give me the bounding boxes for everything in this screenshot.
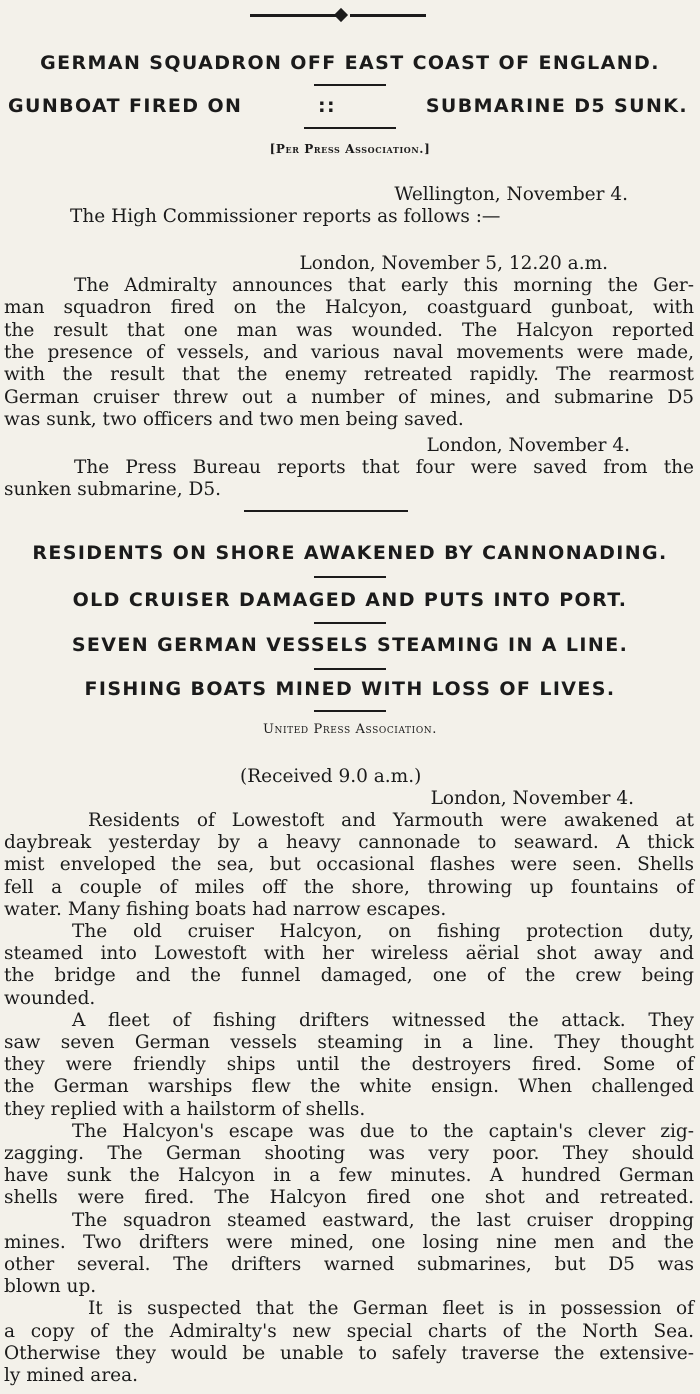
text-line: saw seven German vessels steaming in a line. They thought	[4, 1032, 694, 1053]
text-line: they were friendly ships until the destroyers fired. Some of	[4, 1054, 694, 1076]
headline-divider	[314, 576, 386, 578]
text-line: The Halcyon's escape was due to the captain's clever zig-	[72, 1120, 694, 1142]
text-line: water. Many fishing boats had narrow escapes.	[4, 898, 447, 920]
dateline-wellington: Wellington, November 4.	[394, 184, 628, 205]
dateline-london-3: London, November 4.	[430, 788, 634, 809]
text-line: steamed into Lowestoft with her wireless aërial shot away and	[4, 943, 694, 965]
top-rule-right	[350, 14, 426, 17]
text-line: a copy of the Admiralty's new special charts of the North Sea.	[4, 1320, 694, 1342]
headline-seven-vessels: SEVEN GERMAN VESSELS STEAMING IN A LINE.	[71, 634, 629, 656]
text-line: wounded.	[4, 987, 96, 1009]
text-line: with the result that the enemy retreated rapidly. The rearmost	[4, 364, 694, 386]
headline-german-squadron: GERMAN SQUADRON OFF EAST COAST OF ENGLAND.	[40, 52, 660, 74]
headline-divider	[314, 84, 386, 86]
text-line: The Admiralty announces that early this morning the Ger-	[74, 275, 694, 296]
rule-ornament	[334, 8, 348, 22]
text-line: The Press Bureau reports that four were saved from the	[74, 457, 694, 478]
section-rule	[244, 510, 408, 512]
received-time: (Received 9.0 a.m.)	[240, 766, 422, 787]
text-line: German cruiser threw out a number of mines, and submarine D5	[4, 386, 694, 408]
text-line: other several. The drifters warned submarines, but D5 was	[4, 1254, 694, 1275]
text-line: the result that one man was wounded. The Halcyon reported	[4, 319, 694, 341]
text-line: fell a couple of miles off the shore, throwing up fountains of	[4, 876, 694, 898]
headline-fishing-boats: FISHING BOATS MINED WITH LOSS OF LIVES.	[84, 678, 616, 700]
dateline-london-1: London, November 5, 12.20 a.m.	[299, 253, 608, 274]
press-credit: [Per Press Association.]	[269, 142, 431, 156]
text-line: daybreak yesterday by a heavy cannonade to seaward. A thick	[4, 832, 694, 854]
top-rule-left	[250, 14, 338, 17]
headline-gunboat-left: GUNBOAT FIRED ON	[8, 95, 243, 117]
dateline-london-2: London, November 4.	[426, 435, 630, 456]
text-line: have sunk the Halcyon in a few minutes. A hundred German	[4, 1165, 694, 1187]
headline-residents: RESIDENTS ON SHORE AWAKENED BY CANNONADING.	[32, 542, 668, 564]
text-line: zagging. The German shooting was very poor. They should	[4, 1143, 694, 1164]
headline-divider	[314, 668, 386, 670]
text-line: It is suspected that the German fleet is in possession of	[88, 1298, 694, 1320]
text-line: mines. Two drifters were mined, one losing nine men and the	[4, 1231, 694, 1253]
headline-submarine: SUBMARINE D5 SUNK.	[425, 95, 688, 117]
text-line: shells were fired. The Halcyon fired one shot and retreated.	[4, 1187, 694, 1209]
headline-divider	[314, 622, 386, 624]
headline-gunboat	[0, 95, 700, 117]
text-line: A fleet of fishing drifters witnessed the attack. They	[72, 1009, 694, 1031]
text-line: blown up.	[4, 1276, 97, 1298]
text-line: Otherwise they would be unable to safely traverse the extensive-	[4, 1342, 694, 1364]
text-line: sunken submarine, D5.	[4, 479, 221, 501]
united-press-credit: United Press Association.	[262, 722, 438, 737]
intro-line: The High Commissioner reports as follows :—	[70, 206, 501, 227]
text-line: The old cruiser Halcyon, on fishing protection duty,	[72, 921, 694, 942]
text-line: man squadron fired on the Halcyon, coastguard gunboat, with	[4, 297, 694, 319]
text-line: ly mined area.	[4, 1365, 139, 1386]
text-line: the German warships flew the white ensign. When challenged	[4, 1076, 694, 1098]
text-line: The squadron steamed eastward, the last cruiser dropping	[72, 1209, 694, 1231]
text-line: was sunk, two officers and two men being saved.	[4, 408, 464, 430]
text-line: they replied with a hailstorm of shells.	[4, 1098, 366, 1120]
headline-gunboat-separator: ::	[318, 95, 336, 117]
headline-divider	[304, 127, 396, 129]
text-line: Residents of Lowestoft and Yarmouth were awakened at	[88, 810, 694, 831]
headline-divider	[314, 710, 386, 712]
text-line: the bridge and the funnel damaged, one of the crew being	[4, 965, 694, 987]
headline-old-cruiser: OLD CRUISER DAMAGED AND PUTS INTO PORT.	[72, 589, 628, 611]
text-line: mist enveloped the sea, but occasional flashes were seen. Shells	[4, 854, 694, 876]
text-line: the presence of vessels, and various naval movements were made,	[4, 341, 694, 363]
